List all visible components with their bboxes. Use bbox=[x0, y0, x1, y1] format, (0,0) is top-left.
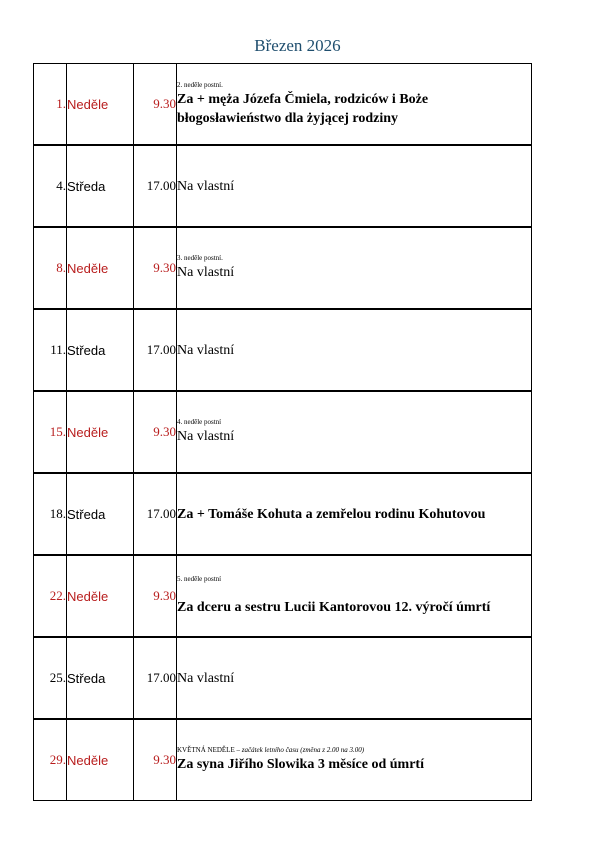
page-title: Březen 2026 bbox=[254, 36, 341, 55]
mass-time: 9.30 bbox=[134, 391, 177, 473]
table-row bbox=[34, 309, 532, 391]
table-row bbox=[34, 227, 532, 309]
intention-cell bbox=[177, 391, 532, 473]
intention-text: Za syna Jiřího Slowika 3 měsíce od úmrtí bbox=[177, 757, 424, 772]
mass-time: 9.30 bbox=[134, 64, 177, 146]
day-name: Středa bbox=[67, 309, 134, 391]
intention-text: Na vlastní bbox=[177, 670, 235, 686]
intention-cell bbox=[177, 309, 532, 391]
liturgical-note: 4. neděle postní bbox=[177, 418, 222, 426]
liturgical-note: 3. neděle postní. bbox=[177, 254, 223, 262]
intention-text: Na vlastní bbox=[177, 429, 235, 444]
day-name: Neděle bbox=[67, 391, 134, 473]
intention-cell bbox=[177, 637, 532, 719]
day-number: 18. bbox=[34, 473, 67, 555]
day-name: Středa bbox=[67, 637, 134, 719]
table-row bbox=[34, 64, 532, 146]
intention-text: Na vlastní bbox=[177, 178, 235, 194]
liturgical-note: 5. neděle postní bbox=[177, 575, 222, 583]
mass-time: 17.00 bbox=[134, 473, 177, 555]
day-name: Neděle bbox=[67, 719, 134, 801]
day-number: 11. bbox=[34, 309, 67, 391]
day-name: Středa bbox=[67, 473, 134, 555]
mass-time: 9.30 bbox=[134, 719, 177, 801]
intention-cell bbox=[177, 473, 532, 555]
note-prefix: KVĚTNÁ NEDĚLE – bbox=[177, 746, 242, 754]
intention-cell bbox=[177, 64, 532, 146]
day-name: Neděle bbox=[67, 555, 134, 637]
table-row bbox=[34, 719, 532, 801]
mass-time: 17.00 bbox=[134, 309, 177, 391]
day-name: Neděle bbox=[67, 227, 134, 309]
day-number: 25. bbox=[34, 637, 67, 719]
day-number: 8. bbox=[34, 227, 67, 309]
day-number: 4. bbox=[34, 145, 67, 227]
mass-schedule-table bbox=[33, 63, 532, 801]
day-name: Středa bbox=[67, 145, 134, 227]
intention-text: Za + męża Józefa Čmiela, rodziców i Boże błogosławieństwo dla żyjącej rodziny bbox=[177, 91, 429, 126]
intention-cell bbox=[177, 227, 532, 309]
day-number: 1. bbox=[34, 64, 67, 146]
note-italic: začátek letního času (změna z 2.00 na 3.00) bbox=[241, 746, 365, 754]
day-number: 15. bbox=[34, 391, 67, 473]
intention-text: Za + Tomáše Kohuta a zemřelou rodinu Kohutovou bbox=[177, 506, 486, 522]
mass-time: 17.00 bbox=[134, 145, 177, 227]
intention-text: Za dceru a sestru Lucii Kantorovou 12. výročí úmrtí bbox=[177, 600, 491, 615]
table-row bbox=[34, 391, 532, 473]
day-number: 22. bbox=[34, 555, 67, 637]
liturgical-note: 2. neděle postní. bbox=[177, 80, 223, 89]
liturgical-note bbox=[177, 746, 531, 755]
intention-cell bbox=[177, 555, 532, 637]
mass-time: 9.30 bbox=[134, 555, 177, 637]
intention-text: Na vlastní bbox=[177, 265, 235, 280]
spacer bbox=[177, 584, 531, 598]
table-row bbox=[34, 145, 532, 227]
table-row bbox=[34, 473, 532, 555]
intention-cell bbox=[177, 145, 532, 227]
table-row bbox=[34, 637, 532, 719]
table-row bbox=[34, 555, 532, 637]
day-number: 29. bbox=[34, 719, 67, 801]
mass-time: 9.30 bbox=[134, 227, 177, 309]
day-name: Neděle bbox=[67, 64, 134, 146]
intention-cell bbox=[177, 719, 532, 801]
mass-time: 17.00 bbox=[134, 637, 177, 719]
intention-text: Na vlastní bbox=[177, 342, 235, 358]
